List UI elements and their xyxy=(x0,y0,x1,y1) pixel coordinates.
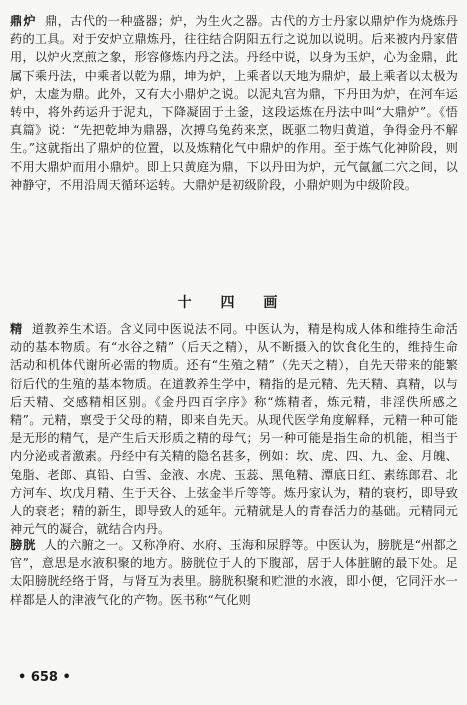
entry-head-jing: 精 xyxy=(10,322,24,336)
entry-jing xyxy=(10,320,458,538)
entry-head-pangguang: 膀胱 xyxy=(10,538,37,552)
entry-dinglu xyxy=(10,12,458,194)
entry-text-jing: 道教养生术语。含义同中医说法不同。中医认为，精是构成人体和维持生命活动的基本物质。有“水谷之精”（后天之精），从不断摄入的饮食化生的，维持生命活动和机体代谢所必需的物质。还有“生殖之精”（先天之精），自先天带来的能繁衍后代的生殖的基本物质。在道教养生学中，精指的是元精、先天精、真精，以与后天精、交感精相区别。《金丹四百字序》称“炼精者，炼元精，非淫佚所感之精”。元精，禀受于父母的精，即来自先天。从现代医学角度解释，元精一种可能是无形的精气，是产生后天形质之精的母气；另一种可能是指生命的机能，相当于内分泌或者激素。丹经中有关精的隐名甚多，例如：坎、虎、四、九、金、月魄、兔脂、老郎、真铅、白雪、金液、水虎、玉蕊、黑龟精、潭底日红、素练郎君、北方河车、坎戊月精、生于天谷、上弦金半斤等等。炼丹家认为，精的衰朽，即导致人的衰老；精的新生，即导致人的延年。元精就是人的青春活力的基础。元精同元神元气的凝合，就结合内丹。 xyxy=(10,322,458,537)
entry-text-pangguang: 人的六腑之一。又称净府、水府、玉海和尿脬等。中医认为，膀胱是“州都之官”，意思是水液积聚的地方。膀胱位于人的下腹部，居于人体脏腑的最下处。足太阳膀胱经络于肾，与肾互为表里。膀胱积聚和贮泄的水液，即小便，它同汗水一样都是人的津液气化的产物。医书称“气化则 xyxy=(10,538,458,607)
page-number: • 658 • xyxy=(18,670,71,685)
entry-pangguang xyxy=(10,536,458,609)
entry-head-dinglu: 鼎炉 xyxy=(10,14,37,28)
entry-text-dinglu: 鼎，古代的一种盛器；炉，为生火之器。古代的方士丹家以鼎炉作为烧炼丹药的工具。对于安炉立鼎炼丹，往往结合阴阳五行之说加以说明。后来被内丹家借用，以炉火烹煎之象，形容修炼内丹之法。丹经中说，以身为玉炉，心为金鼎，此属下乘丹法，中乘者以乾为鼎，坤为炉，上乘者以天地为鼎炉，最上乘者以太极为炉，太虚为鼎。此外，又有大小鼎炉之说。以泥丸宫为鼎，下丹田为炉，在河车运转中，将外药运升于泥丸，下降凝固于土釜，这段运炼在丹法中叫“大鼎炉”。《悟真篇》说：“先把乾坤为鼎器，次搏乌兔药来烹，既驱二物归黄道，争得金丹不解生。”这就指出了鼎炉的位置，以及炼精化气中鼎炉的作用。至于炼气化神阶段，则不用大鼎炉而用小鼎炉。即上只黄庭为鼎，下以丹田为炉，元气氤氲二穴之间，以神静守，不用沿周天循环运转。大鼎炉是初级阶段，小鼎炉则为中级阶段。 xyxy=(10,14,458,192)
section-title: 十 四 画 xyxy=(177,295,290,311)
